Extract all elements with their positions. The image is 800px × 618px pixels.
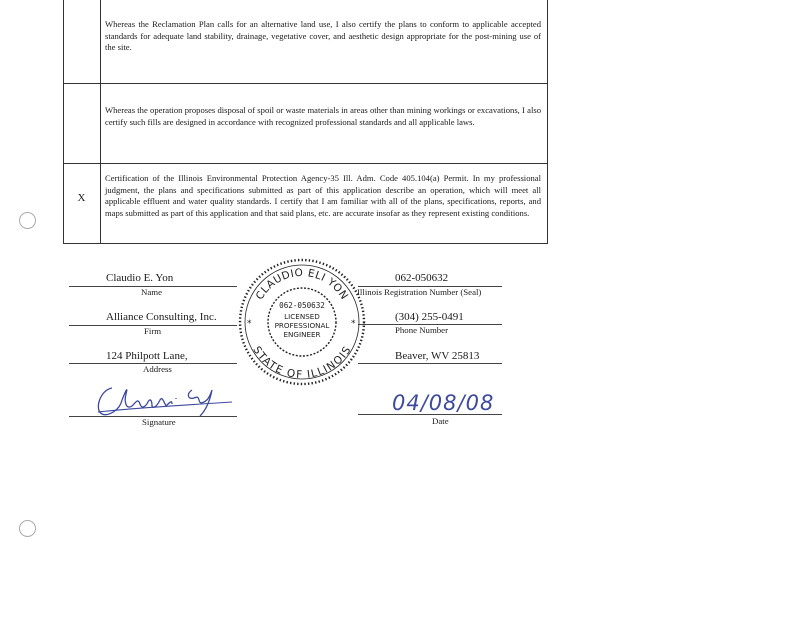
registration-label: Illinois Registration Number (Seal)	[357, 287, 482, 297]
registration-number: 062-050632	[395, 272, 449, 284]
seal-bottom-arc: STATE OF ILLINOIS	[250, 344, 354, 382]
svg-text:*: *	[247, 319, 252, 329]
address-label: Address	[143, 364, 172, 374]
seal-line-engineer: ENGINEER	[283, 330, 321, 339]
seal-top-arc: CLAUDIO ELI YON	[253, 266, 351, 303]
binder-hole-bottom	[19, 520, 36, 537]
seal-line-licensed: LICENSED	[284, 312, 320, 321]
phone-label: Phone Number	[395, 325, 449, 335]
address-value: 124 Philpott Lane,	[106, 350, 188, 362]
certification-row-alternative-land-use	[63, 0, 547, 83]
certification-text: Whereas the Reclamation Plan calls for an alternative land use, I also certify the plans to conform to applicable accepted standards for adequate land stability, drainage, vegetative cover, and aesthetic design appropriate for the post-mining use of the site.	[105, 19, 541, 53]
certification-table	[63, 0, 547, 244]
seal-number: 062-050632	[279, 301, 325, 310]
svg-text:*: *	[351, 319, 356, 329]
certification-row-epa-permit	[63, 163, 547, 243]
name-label: Name	[141, 287, 163, 297]
city-state-zip: Beaver, WV 25813	[395, 350, 480, 362]
professional-engineer-seal	[236, 256, 368, 388]
certification-row-spoil-disposal	[63, 83, 547, 163]
binder-hole-top	[19, 212, 36, 229]
handwritten-date: 04/08/08	[392, 391, 495, 415]
phone-number: (304) 255-0491	[395, 311, 464, 323]
certification-text: Whereas the operation proposes disposal of spoil or waste materials in areas other than mining workings or excavations, I also certify such fills are designed in accordance with recognized professional standards and all applicable laws.	[105, 105, 541, 127]
handwritten-signature	[92, 380, 242, 420]
firm-label: Firm	[144, 326, 162, 336]
certification-text: Certification of the Illinois Environmental Protection Agency-35 Ill. Adm. Code 405.104(a) Permit. In my professional judgment, the plans and specifications submitted as part of this application describe an operation, which will meet all applicable effluent and water quality standards. I certify that I am familiar with all of the plans, specifications, reports, and maps submitted as part of this application and that said plans, etc. are accurate insofar as they represent existing conditions.	[105, 173, 541, 219]
engineer-name: Claudio E. Yon	[106, 272, 174, 284]
date-label: Date	[432, 416, 449, 426]
certification-mark-x: X	[77, 192, 86, 204]
svg-text:CLAUDIO ELI YON	[254, 267, 351, 302]
seal-line-professional: PROFESSIONAL	[274, 321, 330, 330]
signature-label: Signature	[142, 417, 176, 427]
svg-text:STATE OF ILLINOIS	[250, 344, 354, 381]
firm-name: Alliance Consulting, Inc.	[106, 311, 217, 323]
